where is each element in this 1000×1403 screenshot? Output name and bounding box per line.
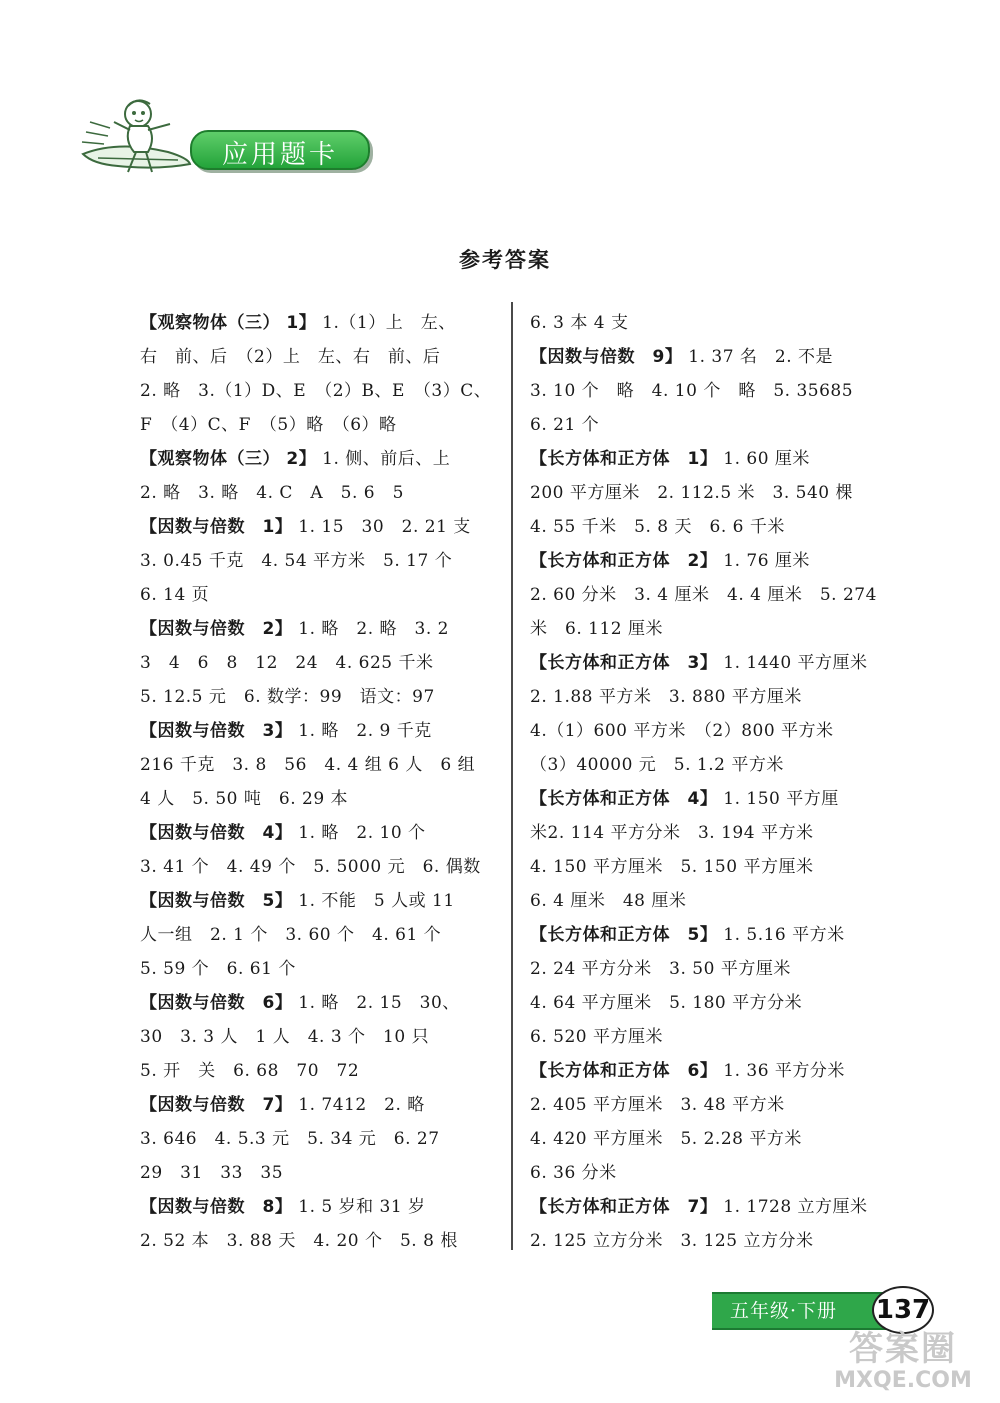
banner-title: 应用题卡 — [221, 140, 338, 170]
answer-text: 4. 150 平方厘米 5. 150 平方厘米 — [530, 857, 814, 877]
answer-text: 2. 略 3. 略 4. C A 5. 6 5 — [140, 483, 404, 503]
answer-text: 2. 略 3.（1）D、E （2）B、E （3）C、 — [140, 381, 492, 401]
answer-text: 1. 150 平方厘 — [723, 789, 839, 809]
answer-line — [140, 1156, 500, 1190]
answer-line — [140, 714, 500, 748]
page-title: 参考答案 — [459, 248, 551, 272]
section-banner — [190, 130, 370, 170]
section-heading: 【因数与倍数 2】 — [140, 619, 293, 639]
answer-line — [140, 816, 500, 850]
answer-text: 4. 420 平方厘米 5. 2.28 平方米 — [530, 1129, 802, 1149]
answer-line — [140, 1122, 500, 1156]
column-divider — [511, 302, 513, 1250]
answer-line — [140, 544, 500, 578]
answer-text: 2. 125 立方分米 3. 125 立方分米 — [530, 1231, 814, 1251]
answer-line — [530, 680, 890, 714]
right-answer-column — [530, 306, 890, 1258]
answer-text: 200 平方厘米 2. 112.5 米 3. 540 棵 — [530, 483, 854, 503]
answer-text: 2. 60 分米 3. 4 厘米 4. 4 厘米 5. 274 — [530, 585, 877, 605]
answer-line — [530, 918, 890, 952]
answer-text: 6. 14 页 — [140, 585, 210, 605]
answer-line — [530, 1156, 890, 1190]
answer-line — [140, 918, 500, 952]
answer-line — [140, 782, 500, 816]
watermark-url: MXQE.COM — [834, 1368, 972, 1393]
answer-line — [140, 680, 500, 714]
answer-line — [530, 578, 890, 612]
answer-text: 1. 5 岁和 31 岁 — [298, 1197, 426, 1217]
answer-text: 6. 36 分米 — [530, 1163, 617, 1183]
answer-line — [140, 374, 500, 408]
answer-text: 2. 24 平方分米 3. 50 平方厘米 — [530, 959, 791, 979]
answer-line — [530, 442, 890, 476]
answer-text: F （4）C、F （5）略 （6）略 — [140, 415, 397, 435]
section-heading: 【因数与倍数 6】 — [140, 993, 293, 1013]
answer-line — [140, 1088, 500, 1122]
answer-text: 4. 55 千米 5. 8 天 6. 6 千米 — [530, 517, 785, 537]
answer-line — [140, 340, 500, 374]
answer-line — [530, 476, 890, 510]
answer-line — [530, 782, 890, 816]
watermark — [808, 1330, 998, 1400]
answer-text: 1. 37 名 2. 不是 — [688, 347, 834, 367]
answer-line — [530, 1054, 890, 1088]
left-answer-column — [140, 306, 500, 1258]
section-heading: 【因数与倍数 1】 — [140, 517, 293, 537]
answer-line — [530, 340, 890, 374]
answer-text: 3 4 6 8 12 24 4. 625 千米 — [140, 653, 434, 673]
answer-text: 1. 不能 5 人或 11 — [298, 891, 455, 911]
answer-text: 1. 略 2. 9 千克 — [298, 721, 432, 741]
answer-text: 1. 略 2. 10 个 — [298, 823, 426, 843]
answer-line — [140, 612, 500, 646]
watermark-logo: 答案圈 — [849, 1329, 957, 1369]
answer-line — [530, 374, 890, 408]
answer-text: 米2. 114 平方分米 3. 194 平方米 — [530, 823, 814, 843]
answer-text: 3. 10 个 略 4. 10 个 略 5. 35685 — [530, 381, 854, 401]
section-heading: 【长方体和正方体 1】 — [530, 449, 718, 469]
header — [78, 92, 378, 192]
section-heading: 【观察物体（三） 2】 — [140, 449, 317, 469]
answer-line — [140, 442, 500, 476]
answer-text: 6. 4 厘米 48 厘米 — [530, 891, 687, 911]
answer-text: 6. 3 本 4 支 — [530, 313, 629, 333]
answer-line — [530, 646, 890, 680]
answer-text: 5. 59 个 6. 61 个 — [140, 959, 296, 979]
answer-line — [140, 1054, 500, 1088]
section-heading: 【因数与倍数 8】 — [140, 1197, 293, 1217]
section-heading: 【长方体和正方体 6】 — [530, 1061, 718, 1081]
answer-line — [530, 1122, 890, 1156]
answer-text: 3. 41 个 4. 49 个 5. 5000 元 6. 偶数 — [140, 857, 481, 877]
section-heading: 【长方体和正方体 4】 — [530, 789, 718, 809]
answer-text: 1. 15 30 2. 21 支 — [298, 517, 471, 537]
answer-line — [140, 578, 500, 612]
answer-line — [140, 986, 500, 1020]
answer-line — [530, 884, 890, 918]
footer-bar — [712, 1292, 892, 1330]
answer-line — [140, 850, 500, 884]
answer-text: 人一组 2. 1 个 3. 60 个 4. 61 个 — [140, 925, 442, 945]
section-heading: 【长方体和正方体 5】 — [530, 925, 718, 945]
answer-text: 3. 646 4. 5.3 元 5. 34 元 6. 27 — [140, 1129, 440, 1149]
answer-line — [530, 816, 890, 850]
answer-line — [530, 1224, 890, 1258]
answer-text: （3）40000 元 5. 1.2 平方米 — [530, 755, 784, 775]
section-heading: 【长方体和正方体 7】 — [530, 1197, 718, 1217]
section-heading: 【长方体和正方体 3】 — [530, 653, 718, 673]
answer-text: 右 前、后 （2）上 左、右 前、后 — [140, 347, 441, 367]
section-heading: 【因数与倍数 9】 — [530, 347, 683, 367]
answer-text: 4. 64 平方厘米 5. 180 平方分米 — [530, 993, 803, 1013]
answer-text: 5. 12.5 元 6. 数学：99 语文：97 — [140, 687, 435, 707]
section-heading: 【因数与倍数 3】 — [140, 721, 293, 741]
section-heading: 【因数与倍数 7】 — [140, 1095, 293, 1115]
grade-label: 五年级·下册 — [730, 1300, 838, 1322]
section-heading: 【长方体和正方体 2】 — [530, 551, 718, 571]
answer-line — [530, 306, 890, 340]
answer-line — [140, 476, 500, 510]
answer-line — [530, 544, 890, 578]
answer-line — [140, 646, 500, 680]
answer-text: 2. 405 平方厘米 3. 48 平方米 — [530, 1095, 785, 1115]
answer-line — [530, 408, 890, 442]
answer-text: 3. 0.45 千克 4. 54 平方米 5. 17 个 — [140, 551, 453, 571]
answer-line — [140, 952, 500, 986]
answer-line — [530, 952, 890, 986]
answer-text: 6. 21 个 — [530, 415, 600, 435]
answer-line — [140, 884, 500, 918]
answer-text: 1. 5.16 平方米 — [723, 925, 845, 945]
answer-line — [530, 986, 890, 1020]
answer-text: 2. 52 本 3. 88 天 4. 20 个 5. 8 根 — [140, 1231, 458, 1251]
answer-text: 1. 略 2. 15 30、 — [298, 993, 460, 1013]
answer-line — [530, 612, 890, 646]
answer-line — [530, 850, 890, 884]
answer-text: 4.（1）600 平方米 （2）800 平方米 — [530, 721, 834, 741]
answer-line — [530, 1190, 890, 1224]
section-heading: 【因数与倍数 4】 — [140, 823, 293, 843]
answer-text: 米 6. 112 厘米 — [530, 619, 663, 639]
answer-line — [530, 714, 890, 748]
answer-text: 1. 76 厘米 — [723, 551, 810, 571]
answer-text: 216 千克 3. 8 56 4. 4 组 6 人 6 组 — [140, 755, 476, 775]
answer-text: 6. 520 平方厘米 — [530, 1027, 663, 1047]
answer-line — [530, 1088, 890, 1122]
answer-text: 1. 1440 平方厘米 — [723, 653, 868, 673]
answer-text: 1. 36 平方分米 — [723, 1061, 845, 1081]
answer-text: 1. 侧、前后、上 — [322, 449, 451, 469]
answer-text: 1. 1728 立方厘米 — [723, 1197, 868, 1217]
answer-text: 5. 开 关 6. 68 70 72 — [140, 1061, 360, 1081]
answer-text: 1. 7412 2. 略 — [298, 1095, 425, 1115]
answer-line — [530, 1020, 890, 1054]
answer-text: 1. 略 2. 略 3. 2 — [298, 619, 449, 639]
page-number: 137 — [872, 1286, 934, 1334]
mascot-icon — [78, 92, 198, 192]
section-heading: 【观察物体（三） 1】 — [140, 313, 317, 333]
section-heading: 【因数与倍数 5】 — [140, 891, 293, 911]
answer-line — [140, 1190, 500, 1224]
answer-line — [140, 510, 500, 544]
answer-line — [530, 748, 890, 782]
answer-text: 2. 1.88 平方米 3. 880 平方厘米 — [530, 687, 802, 707]
answer-text: 4 人 5. 50 吨 6. 29 本 — [140, 789, 349, 809]
answer-line — [140, 306, 500, 340]
answer-line — [140, 1224, 500, 1258]
answer-text: 29 31 33 35 — [140, 1163, 284, 1183]
answer-text: 1. 60 厘米 — [723, 449, 810, 469]
answer-line — [140, 748, 500, 782]
answer-line — [140, 408, 500, 442]
answer-text: 1.（1）上 左、 — [322, 313, 456, 333]
answer-text: 30 3. 3 人 1 人 4. 3 个 10 只 — [140, 1027, 430, 1047]
answer-line — [140, 1020, 500, 1054]
answer-line — [530, 510, 890, 544]
